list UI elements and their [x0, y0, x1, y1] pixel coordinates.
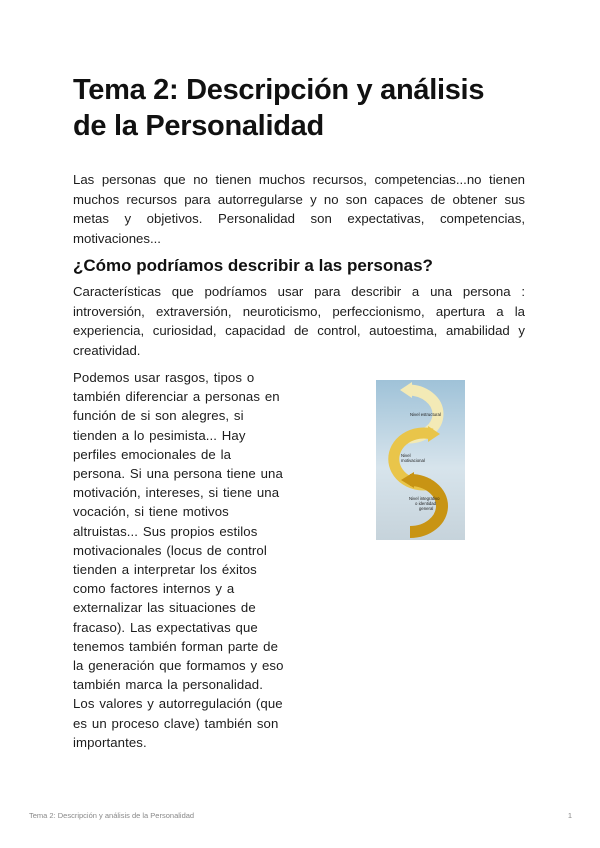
label-motivational-2: motivacional [401, 458, 425, 463]
page-number: 1 [567, 811, 572, 820]
label-integrative-1: Nivel integrativo [409, 496, 440, 501]
label-integrative-2: o identidad [415, 501, 437, 506]
title-line-1: Tema 2: Descripción y análisis [73, 74, 485, 106]
personality-levels-figure [376, 380, 465, 540]
traits-paragraph: Características que podríamos usar para describir a una persona : introversión, extraversión, neuroticismo, perfeccionismo, apertura a la experiencia, curiosidad, capacidad de control, autoestima, amabilidad y creatividad. [73, 284, 525, 358]
title-line-2: de la Personalidad [73, 110, 324, 142]
section-heading: ¿Cómo podríamos describir a las personas? [73, 256, 433, 275]
label-integrative-3: general [419, 506, 434, 511]
intro-paragraph: Las personas que no tienen muchos recursos, competencias...no tienen muchos recursos para autorregularse y no son capaces de obtener sus metas y objetivos. Personalidad son expectativas, competencias, motivaciones... [73, 172, 525, 246]
styles-paragraph: Podemos usar rasgos, tipos o también diferenciar a personas en función de si son alegres, si tienden a lo pesimista... Hay perfiles emocionales de la persona. Si una persona tiene una motivación, intereses, si tiene una vocación, si tiene motivos altruistas... Sus propios estilos motivacionales (locus de control tienden a interpretar los éxitos como factores internos y a externalizar las situaciones de fracaso). Las expectativas que tenemos también forman parte de la generación que formamos y eso también marca la personalidad. Los valores y autorregulación (que es un proceso clave) también son importantes. [73, 370, 284, 750]
label-motivational-1: Nivel [401, 453, 411, 458]
page-title [73, 72, 543, 144]
page-footer: Tema 2: Descripción y análisis de la Personalidad [29, 811, 195, 820]
label-structural: Nivel estructural [410, 412, 441, 417]
levels-diagram [376, 380, 465, 540]
